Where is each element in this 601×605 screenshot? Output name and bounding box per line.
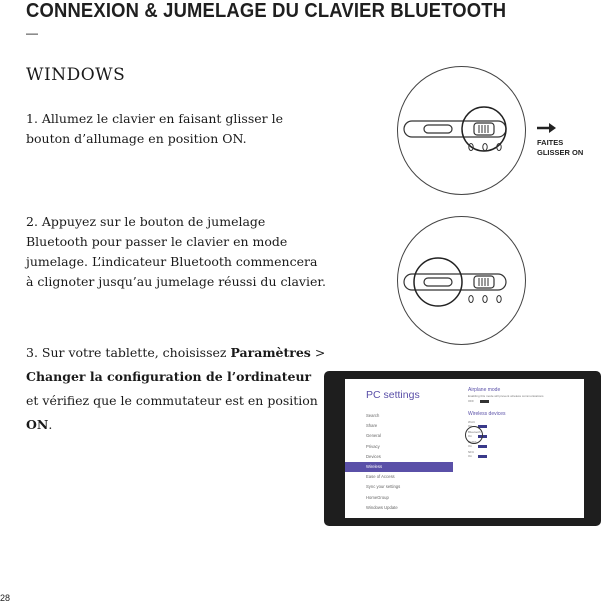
step-2-text: 2. Appuyez sur le bouton de jumelage Bluetooth pour passer le clavier en mode jumelage. L’indicateur Bluetooth commencera à clignoter jusqu’au jumelage réussi du clavier. [26,214,326,289]
device-row [468,450,580,458]
device-name-wifi: Wi-Fi [468,420,475,424]
device-state-wifi: On [468,424,473,428]
menu-item-sync: Sync your settings [366,484,401,490]
airplane-toggle [480,400,489,403]
slide-hint [537,138,583,158]
power-switch-drawing [398,67,525,194]
pairing-button-drawing [398,217,525,344]
page-number: 28 [0,593,11,603]
gnss-toggle [478,445,487,448]
airplane-mode-desc: Enabling this mode will prevent wireless communications [468,394,544,398]
menu-item-windows-update: Windows Update [366,504,398,510]
menu-item-privacy: Privacy [366,443,380,449]
device-row [468,440,580,448]
step-3-text [26,341,326,437]
step-3-prefix: 3. Sur votre tablette, choisissez [26,345,231,360]
device-state-nfc: On [468,454,473,458]
wireless-devices-header: Wireless devices [468,411,506,417]
device-state-gnss: On [468,444,473,448]
menu-item-homegroup: HomeGroup [366,494,389,500]
device-name-bluetooth: Bluetooth [468,430,481,434]
pc-settings-menu [345,411,453,513]
power-switch-illustration [397,66,526,195]
step-3-change-config: Changer la configuration de l’ordinateur [26,369,312,384]
nfc-toggle [478,455,487,458]
step-3-separator: > [310,345,326,360]
airplane-mode-header: Airplane mode [468,387,501,393]
title-dash: — [26,26,38,40]
airplane-mode-state: OFF [468,399,474,403]
device-row [468,420,580,428]
menu-item-general: General [366,433,381,439]
section-heading: WINDOWS [26,65,126,85]
step-3-end: . [48,417,53,432]
device-row [468,430,580,438]
wireless-panel [468,387,580,458]
page-title: CONNEXION & JUMELAGE DU CLAVIER BLUETOOTH [26,0,507,22]
bluetooth-highlight-circle [465,426,483,444]
pairing-button-illustration [397,216,526,345]
arrow-right-icon [537,122,557,134]
slide-hint-line-2: GLISSER ON [537,148,584,157]
menu-item-ease-of-access: Ease of Access [366,474,395,480]
step-3-on: ON [26,417,49,432]
menu-item-devices: Devices [366,453,381,459]
device-name-gnss: GNSS [468,440,477,444]
device-state-bluetooth: On [468,434,473,438]
step-3-settings: Paramètres [230,345,311,360]
tablet-screen [345,379,584,518]
step-1-text: 1. Allumez le clavier en faisant glisser le bouton d’allumage en position ON. [26,111,283,146]
slide-hint-line-1: FAITES [537,138,564,147]
step-3-middle: et vérifiez que le commutateur est en position [26,393,318,408]
tablet-illustration [324,371,601,526]
menu-item-wireless: Wireless [345,462,453,472]
menu-item-share: Share [366,423,378,429]
airplane-mode-row [468,399,580,403]
pc-settings-title: PC settings [366,389,420,401]
menu-item-search: Search [366,413,380,418]
device-name-nfc: NFC [468,450,475,454]
